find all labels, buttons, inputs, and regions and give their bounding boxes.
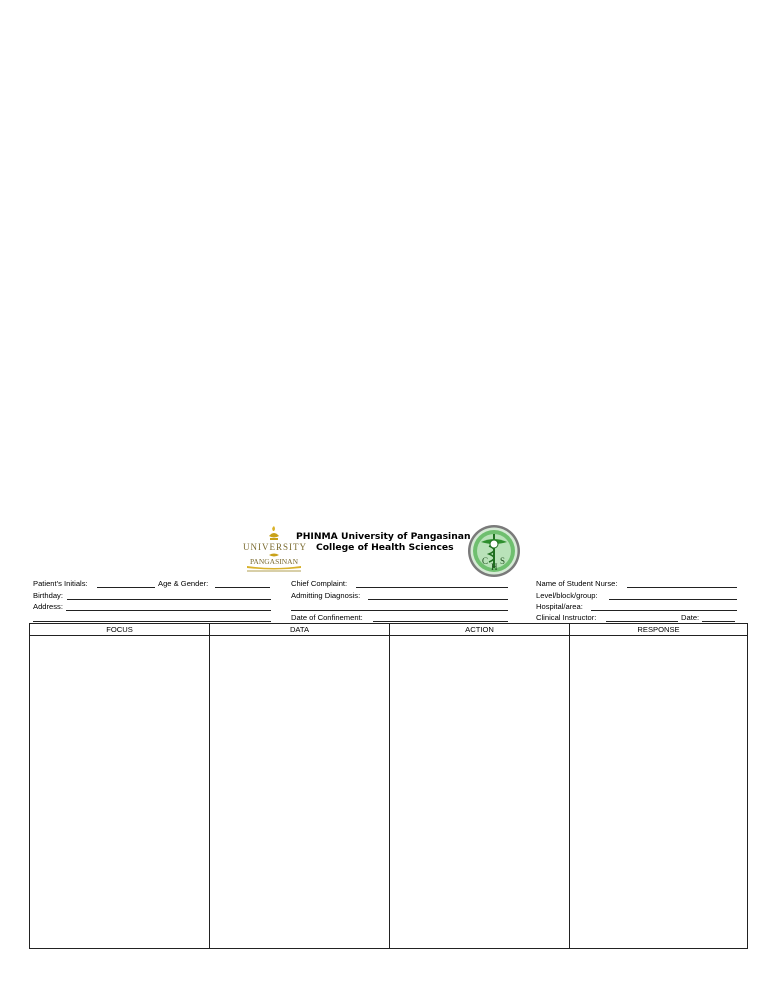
page-subtitle: College of Health Sciences: [316, 542, 454, 553]
birthday-label: Birthday:: [33, 591, 63, 600]
page-title: PHINMA University of Pangasinan: [296, 531, 471, 542]
date-of-confinement-label: Date of Confinement:: [291, 613, 363, 622]
address-label: Address:: [33, 602, 63, 611]
admitting-diagnosis-label: Admitting Diagnosis:: [291, 591, 361, 600]
address-field-line-2[interactable]: [33, 621, 271, 622]
date-of-confinement-field[interactable]: [373, 621, 508, 622]
data-column[interactable]: [210, 624, 390, 948]
admitting-diagnosis-field-line-2[interactable]: [291, 610, 508, 611]
logo-tagline: [247, 570, 301, 572]
response-column[interactable]: [570, 624, 747, 948]
column-header-focus: FOCUS: [30, 624, 209, 636]
level-block-group-label: Level/block/group:: [536, 591, 598, 600]
hospital-area-field[interactable]: [591, 610, 737, 611]
column-header-response: RESPONSE: [570, 624, 747, 636]
patient-initials-label: Patient's Initials:: [33, 579, 88, 588]
birthday-field[interactable]: [67, 599, 271, 600]
date-label: Date:: [681, 613, 700, 622]
action-column[interactable]: [390, 624, 570, 948]
chief-complaint-field[interactable]: [356, 587, 508, 588]
chief-complaint-label: Chief Complaint:: [291, 579, 348, 588]
address-field[interactable]: [66, 610, 271, 611]
seal-letter-c: C: [482, 556, 489, 566]
seal-letter-h: H: [491, 562, 498, 572]
column-header-data: DATA: [210, 624, 389, 636]
student-nurse-field[interactable]: [627, 587, 737, 588]
clinical-instructor-label: Clinical Instructor:: [536, 613, 597, 622]
admitting-diagnosis-field[interactable]: [368, 599, 508, 600]
lamp-icon: [263, 526, 285, 542]
clinical-instructor-field[interactable]: [606, 621, 678, 622]
age-gender-field[interactable]: [215, 587, 270, 588]
focus-column[interactable]: [30, 624, 210, 948]
hospital-area-label: Hospital/area:: [536, 602, 583, 611]
seal-letter-s: S: [500, 556, 506, 566]
patient-initials-field[interactable]: [97, 587, 155, 588]
age-gender-label: Age & Gender:: [158, 579, 209, 588]
focus-data-action-response-table: [29, 623, 748, 949]
chs-seal-icon: [467, 524, 521, 578]
student-nurse-label: Name of Student Nurse:: [536, 579, 618, 588]
date-field[interactable]: [702, 621, 735, 622]
pangasinan-word: PANGASINAN: [249, 557, 299, 566]
level-block-group-field[interactable]: [609, 599, 737, 600]
university-word: UNIVERSITY: [243, 542, 307, 552]
column-header-action: ACTION: [390, 624, 569, 636]
